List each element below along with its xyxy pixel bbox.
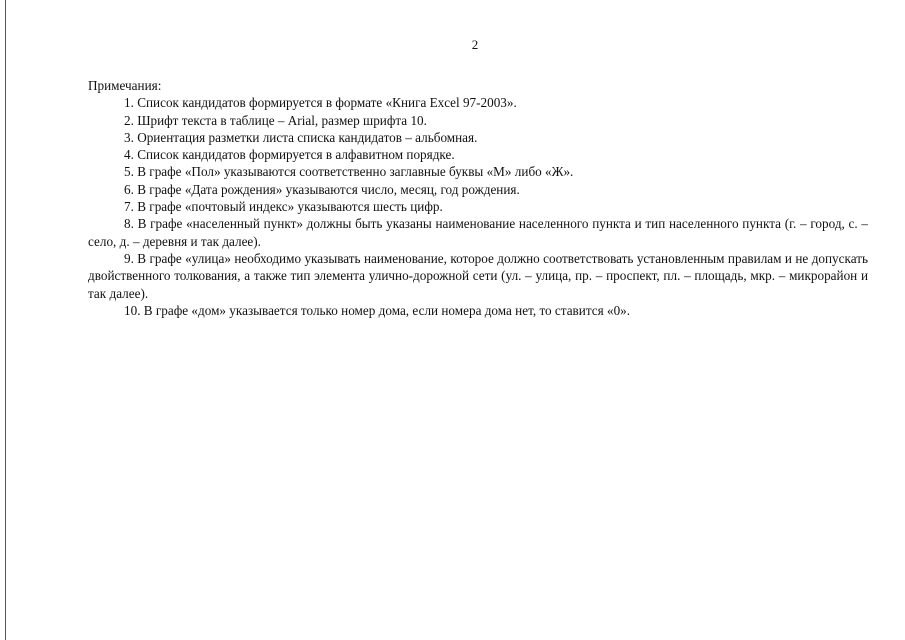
note-item-8: 8. В графе «населенный пункт» должны быть указаны наименование населенного пункта и тип населенного пункта (г. – город, с. – село, д. – деревня и так далее). [88, 216, 868, 249]
note-item-4: 4. Список кандидатов формируется в алфавитном порядке. [124, 147, 455, 163]
note-item-3: 3. Ориентация разметки листа списка кандидатов – альбомная. [124, 129, 478, 145]
page-number: 2 [471, 37, 479, 52]
note-item-10: 10. В графе «дом» указывается только номер дома, если номера дома нет, то ставится «0». [124, 302, 631, 318]
notes-heading: Примечания: [88, 78, 162, 93]
note-item-9: 9. В графе «улица» необходимо указывать наименование, которое должно соответствовать установленным правилам и не допускать двойственного толкования, а также тип элемента улично-дорожной сети (ул. – улица, пр. – проспект, пл. – площадь, мкр. – микрорайон и так далее). [88, 250, 868, 301]
note-item-5: 5. В графе «Пол» указываются соответственно заглавные буквы «М» либо «Ж». [124, 164, 574, 180]
note-item-2: 2. Шрифт текста в таблице – Arial, размер шрифта 10. [124, 112, 427, 128]
notes-section [88, 77, 868, 319]
page-edge-line [5, 0, 6, 640]
note-item-1: 1. Список кандидатов формируется в формате «Книга Excel 97-2003». [124, 95, 517, 111]
note-item-6: 6. В графе «Дата рождения» указываются число, месяц, год рождения. [124, 181, 520, 197]
note-item-7: 7. В графе «почтовый индекс» указываются шесть цифр. [124, 199, 443, 215]
